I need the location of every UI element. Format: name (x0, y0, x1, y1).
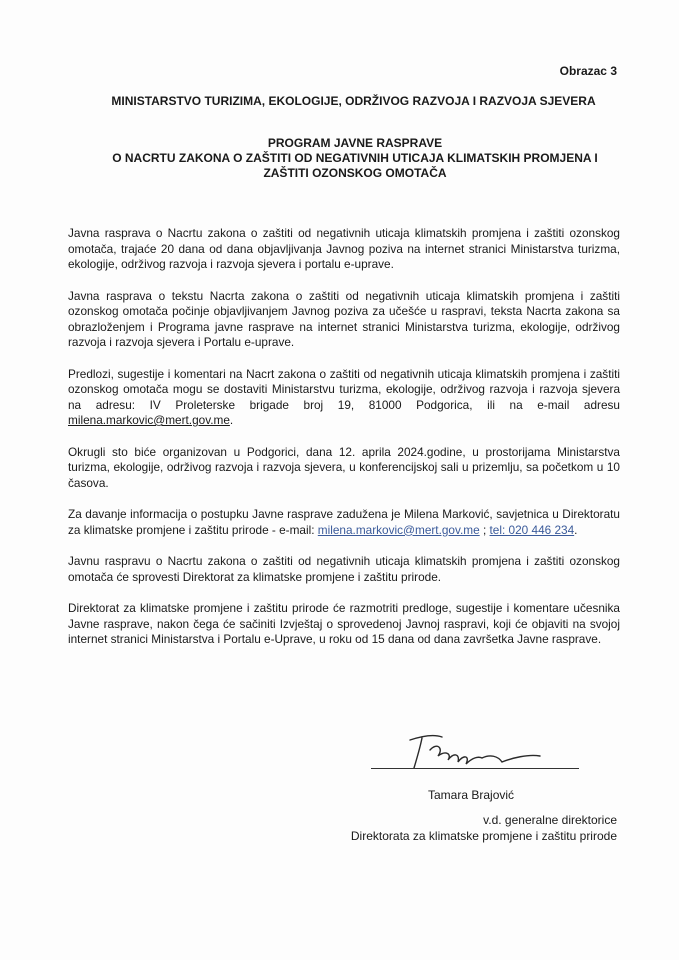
paragraph-round-table: Okrugli sto biće organizovan u Podgorici, dana 12. aprila 2024.godine, u prostorijama Ministarstva turizma, ekologije, održivog razvoja i razvoja sjevera, u konferencijskoj sali u prizemlju, sa početkom u 10 časova. (68, 444, 620, 490)
title-line-2: O NACRTU ZAKONA O ZAŠTITI OD NEGATIVNIH UTICAJA KLIMATSKIH PROMJENA I (112, 151, 598, 165)
paragraph-contact-end: . (574, 522, 578, 537)
signature-line (371, 768, 579, 769)
ministry-heading: MINISTARSTVO TURIZIMA, EKOLOGIJE, ODRŽIVOG RAZVOJA I RAZVOJA SJEVERA (111, 94, 596, 108)
submission-email-link[interactable]: milena.markovic@mert.gov.me (68, 413, 230, 427)
contact-email-link[interactable]: milena.markovic@mert.gov.me (317, 522, 480, 537)
signer-role-line-2: Direktorata za klimatske promjene i zaštitu prirode (350, 829, 617, 843)
paragraph-submissions-text: Predlozi, sugestije i komentari na Nacrt zakona o zaštiti od negativnih uticaja klimatskih promjena i zaštiti ozonskog omotača mogu se dostaviti Ministarstvu turizma, ekologije, održivog razvoja i razvoja sjevera na adresu: IV Proleterske brigade broj 19, 81000 Podgorica, ili na e-mail adresu (68, 366, 620, 412)
handwritten-signature (402, 728, 552, 773)
paragraph-contact-text: Za davanje informacija o postupku Javne rasprave zadužena je Milena Marković, savjetnica u Direktoratu za klimatske promjene i zaštitu prirode - e-mail: (68, 507, 620, 537)
paragraph-report: Direktorat za klimatske promjene i zaštitu prirode će razmotriti predloge, sugestije i komentare učesnika Javne rasprave, nakon čega će sačiniti Izvještaj o sprovedenoj Javnoj raspravi, koji će objaviti na svojoj internet stranici Ministarstva i Portalu e-Uprave, u roku od 15 dana od dana završetka Javne rasprave. (68, 601, 620, 646)
signer-role (351, 812, 617, 844)
paragraph-submissions (68, 367, 620, 429)
document-body (68, 226, 620, 664)
paragraph-contact (68, 507, 620, 538)
signer-name: Tamara Brajović (428, 788, 515, 802)
contact-separator: ; (479, 522, 490, 537)
signer-role-line-1: v.d. generalne direktorice (483, 813, 617, 827)
form-number: Obrazac 3 (559, 64, 617, 78)
title-line-3: ZAŠTITI OZONSKOG OMOTAČA (263, 166, 447, 180)
paragraph-start: Javna rasprava o tekstu Nacrta zakona o zaštiti od negativnih uticaja klimatskih promjena i zaštiti ozonskog omotača počinje objavljivanjem Javnog poziva za učešće u raspravi, teksta Nacrta zakona sa obrazloženjem i Programa javne rasprave na internet stranici Ministarstva turizma, ekologije, održivog razvoja i razvoja sjevera i Portalu e-uprave. (68, 288, 620, 349)
document-title (90, 136, 620, 181)
paragraph-submissions-end: . (229, 413, 234, 427)
paragraph-conducted-by: Javnu raspravu o Nacrtu zakona o zaštiti od negativnih uticaja klimatskih promjena i zaštiti ozonskog omotača će sprovesti Direktorat za klimatske promjene i zaštitu prirode. (68, 554, 620, 584)
contact-phone-link[interactable]: tel: 020 446 234 (489, 522, 575, 537)
paragraph-duration: Javna rasprava o Nacrtu zakona o zaštiti od negativnih uticaja klimatskih promjena i zaštiti ozonskog omotača, trajaće 20 dana od dana objavljivanja Javnog poziva na internet stranici Ministarstva turizma, ekologije, održivog razvoja i razvoja sjevera i portalu e-uprave. (68, 226, 620, 271)
title-line-1: PROGRAM JAVNE RASPRAVE (267, 136, 443, 150)
